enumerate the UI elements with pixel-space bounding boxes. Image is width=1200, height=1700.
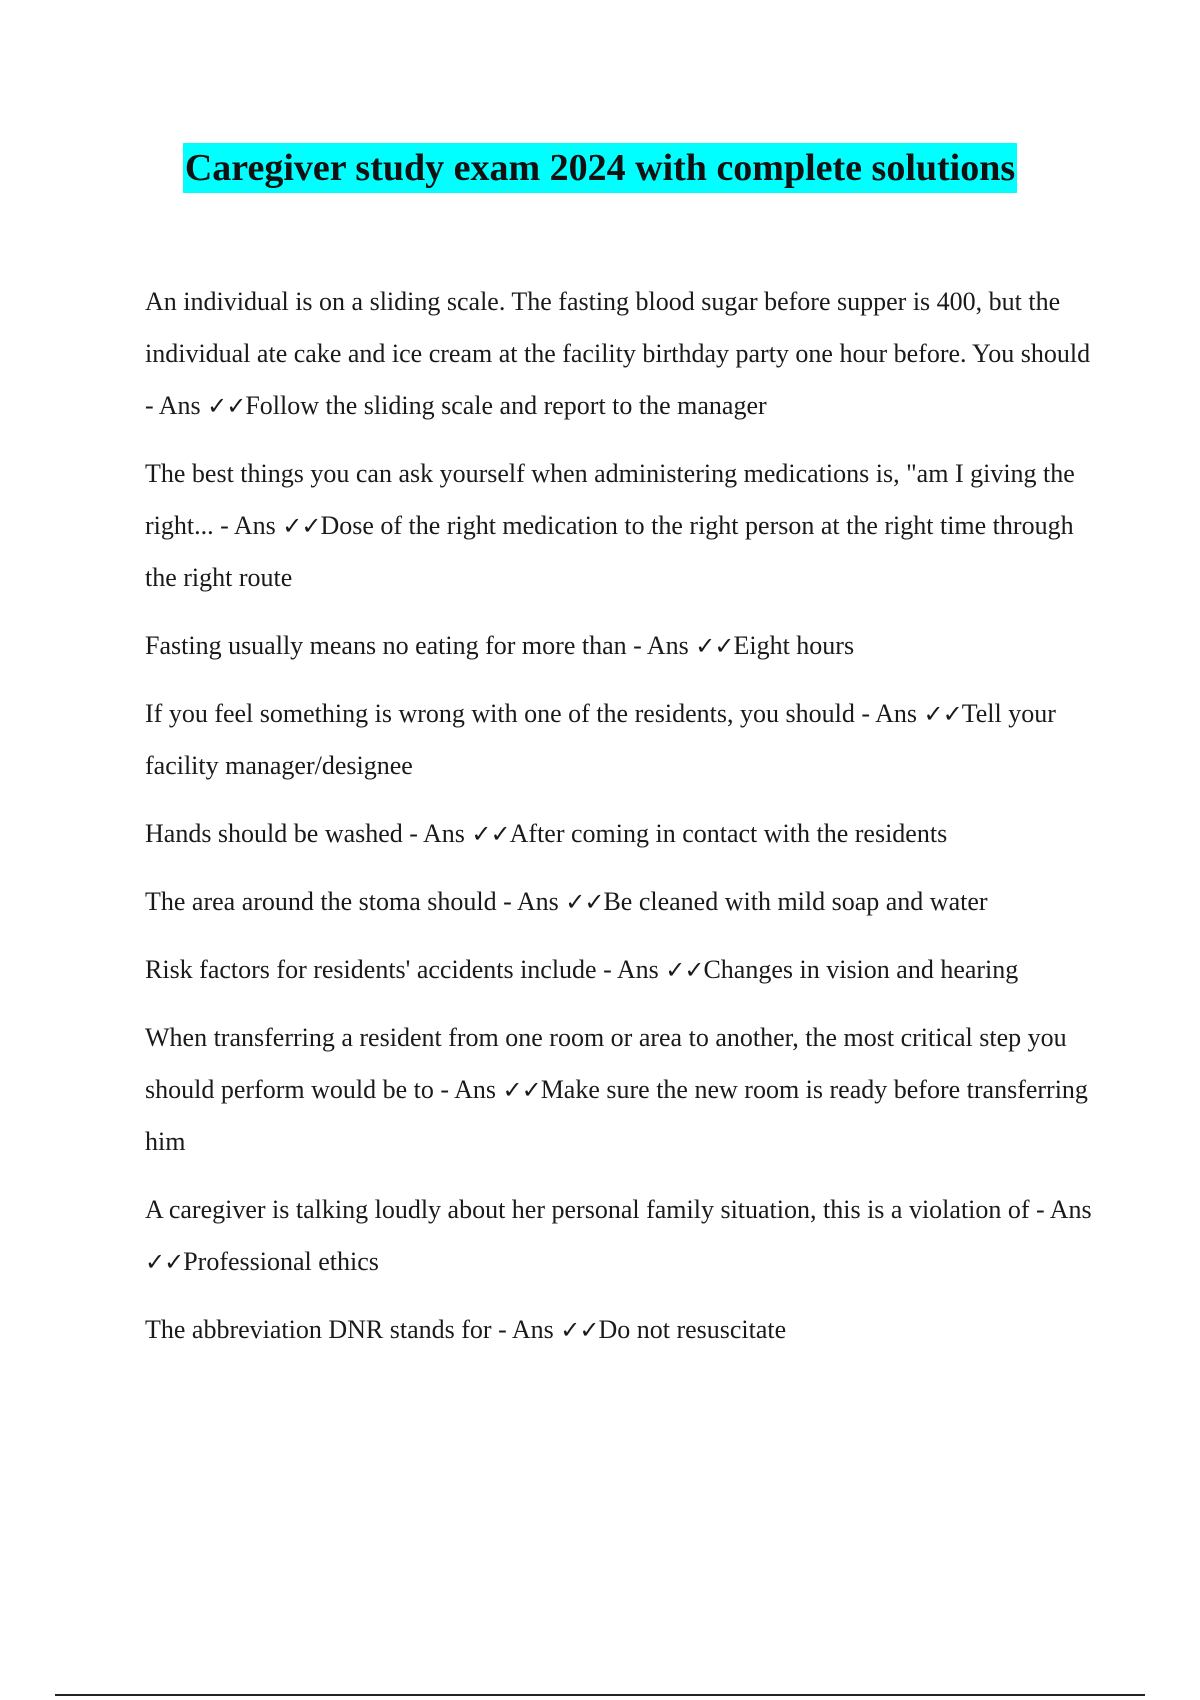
- question-text: A caregiver is talking loudly about her personal family situation, this is a violation of: [145, 1195, 1030, 1224]
- double-check-icon: ✓✓: [923, 700, 962, 728]
- question-text: An individual is on a sliding scale. The fasting blood sugar before supper is 400, but the individual ate cake and ice cream at the facility birthday party one hour before. You should: [145, 287, 1091, 368]
- document-title: Caregiver study exam 2024 with complete solutions: [183, 143, 1017, 193]
- answer-text: Do not resuscitate: [598, 1315, 787, 1344]
- qa-item: [145, 620, 1095, 672]
- double-check-icon: ✓✓: [207, 392, 246, 420]
- answer-separator: - Ans: [491, 1315, 561, 1344]
- qa-item: [145, 448, 1095, 604]
- question-text: Hands should be washed: [145, 819, 403, 848]
- answer-text: Make sure the new room is ready before transferring him: [145, 1075, 1088, 1156]
- question-text: When transferring a resident from one room or area to another, the most critical step you should perform would be to: [145, 1023, 1067, 1104]
- qa-item: [145, 876, 1095, 928]
- answer-separator: - Ans: [496, 887, 566, 916]
- question-text: Fasting usually means no eating for more than: [145, 631, 627, 660]
- qa-item: [145, 944, 1095, 996]
- double-check-icon: ✓✓: [560, 1316, 599, 1344]
- answer-text: Follow the sliding scale and report to the manager: [245, 391, 767, 420]
- double-check-icon: ✓✓: [502, 1076, 541, 1104]
- answer-text: Changes in vision and hearing: [703, 955, 1019, 984]
- answer-text: Dose of the right medication to the right person at the right time through the right route: [145, 511, 1074, 592]
- answer-separator: - Ans: [626, 631, 696, 660]
- footer-rule: [55, 1694, 1145, 1696]
- double-check-icon: ✓✓: [565, 888, 604, 916]
- question-text: The abbreviation DNR stands for: [145, 1315, 492, 1344]
- qa-item: [145, 276, 1095, 432]
- double-check-icon: ✓✓: [695, 632, 734, 660]
- question-text: The best things you can ask yourself when administering medications is, "am I giving the right...: [145, 459, 1075, 540]
- answer-text: Tell your facility manager/designee: [145, 699, 1056, 780]
- answer-separator: - Ans: [854, 699, 924, 728]
- qa-item: [145, 1012, 1095, 1168]
- question-text: The area around the stoma should: [145, 887, 497, 916]
- title-container: [0, 143, 1200, 193]
- answer-separator: - Ans: [145, 391, 208, 420]
- answer-text: Eight hours: [733, 631, 855, 660]
- double-check-icon: ✓✓: [665, 956, 704, 984]
- answer-separator: - Ans: [402, 819, 472, 848]
- answer-text: Professional ethics: [183, 1247, 379, 1276]
- qa-item: [145, 688, 1095, 792]
- double-check-icon: ✓✓: [471, 820, 510, 848]
- answer-separator: - Ans: [433, 1075, 503, 1104]
- answer-separator: - Ans: [213, 511, 283, 540]
- answer-text: Be cleaned with mild soap and water: [603, 887, 988, 916]
- question-answer-list: [145, 276, 1095, 1372]
- qa-item: [145, 1304, 1095, 1356]
- qa-item: [145, 1184, 1095, 1288]
- question-text: Risk factors for residents' accidents include: [145, 955, 597, 984]
- qa-item: [145, 808, 1095, 860]
- answer-separator: - Ans: [1029, 1195, 1092, 1224]
- answer-text: After coming in contact with the residents: [509, 819, 948, 848]
- double-check-icon: ✓✓: [282, 512, 321, 540]
- double-check-icon: ✓✓: [145, 1248, 184, 1276]
- answer-separator: - Ans: [596, 955, 666, 984]
- question-text: If you feel something is wrong with one of the residents, you should: [145, 699, 855, 728]
